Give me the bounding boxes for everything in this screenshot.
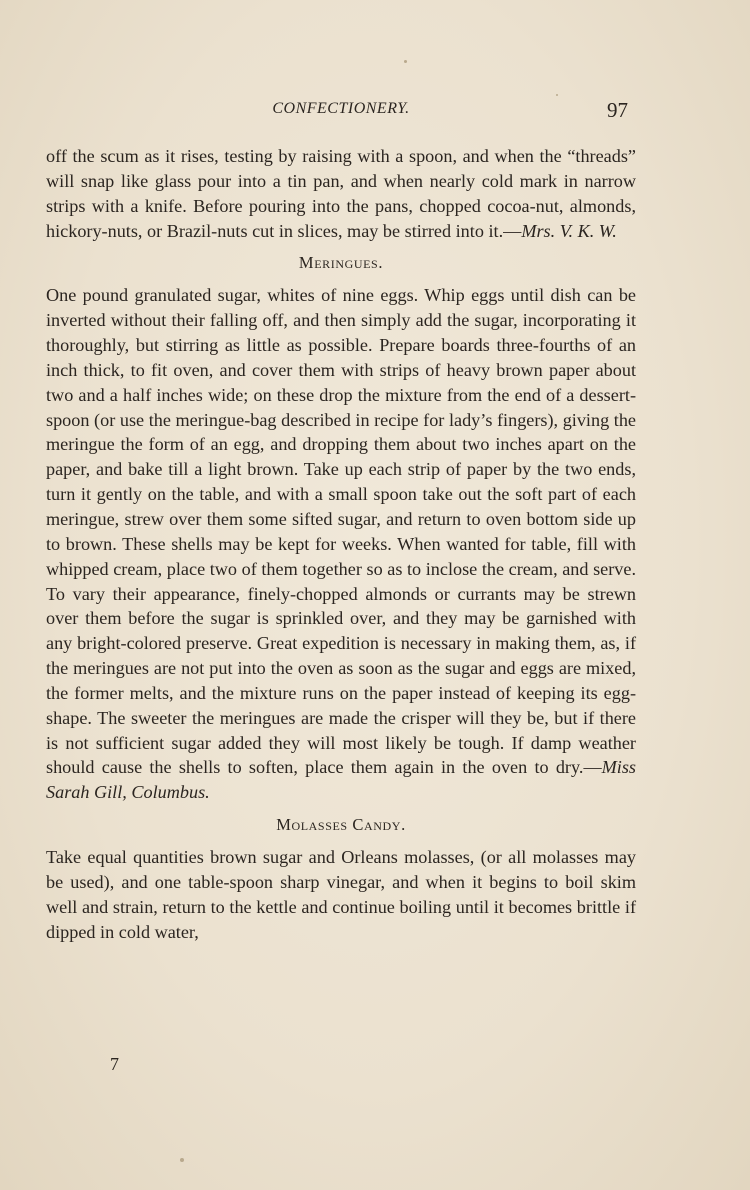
molasses-candy-heading: Molasses Candy. <box>276 815 406 835</box>
running-head: CONFECTIONERY. <box>272 100 410 117</box>
paper-speck <box>556 94 558 96</box>
meringues-text: One pound granulated sugar, whites of nine eggs. Whip eggs until dish can be inverted without their falling off, and then simply add the sugar, incorporating it thoroughly, but stirring as little as possible. Prepare boards three-fourths of an inch thick, to fit oven, and cover them with strips of heavy brown paper about two and a half inches wide; on these drop the mixture from the end of a dessert-spoon (or use the meringue-bag described in recipe for lady’s fingers), giving the meringue the form of an egg, and dropping them about two inches apart on the paper, and bake till a light brown. Take up each strip of paper by the two ends, turn it gently on the table, and with a small spoon take out the soft part of each meringue, strew over them some sifted sugar, and return to oven bottom side up to brown. These shells may be kept for weeks. When wanted for table, fill with whipped cream, place two of them together so as to inclose the cream, and serve. To vary their appearance, finely-chopped almonds or currants may be strewn over them before the sugar is sprinkled over, and they may be garnished with any bright-colored preserve. Great expedition is necessary in making them, as, if the meringues are not put into the oven as soon as the sugar and eggs are mixed, the former melts, and the mixture runs on the paper instead of keeping its egg-shape. The sweeter the meringues are made the crisper will they be, but if there is not sufficient sugar added they will most likely be tough. If damp weather should cause the shells to soften, place them again in the oven to dry.— <box>46 285 636 778</box>
continuation-text: off the scum as it rises, testing by raising with a spoon, and when the “threads” will snap like glass pour into a tin pan, and when nearly cold mark in narrow strips with a knife. Before pouring into the pans, chopped cocoa-nut, almonds, hickory-nuts, or Brazil-nuts cut in slices, may be stirred into it.— <box>46 146 636 241</box>
molasses-candy-paragraph <box>46 845 636 944</box>
paper-speck <box>180 1158 184 1162</box>
page-header <box>46 98 636 122</box>
meringues-paragraph <box>46 283 636 805</box>
page-number: 97 <box>607 98 628 122</box>
continuation-signature: Mrs. V. K. W. <box>521 220 617 241</box>
continuation-paragraph <box>46 144 636 243</box>
printer-signature-mark: 7 <box>110 1054 119 1074</box>
molasses-candy-text: Take equal quantities brown sugar and Orleans molasses, (or all molasses may be used), and one table-spoon sharp vinegar, and when it begins to boil skim well and strain, return to the kettle and continue boiling until it becomes brittle if dipped in cold water, <box>46 847 636 942</box>
page-body <box>46 144 636 944</box>
meringues-signature: Miss Sarah Gill, Columbus. <box>46 757 636 803</box>
paper-speck <box>404 60 407 63</box>
meringues-heading: Meringues. <box>298 253 384 273</box>
